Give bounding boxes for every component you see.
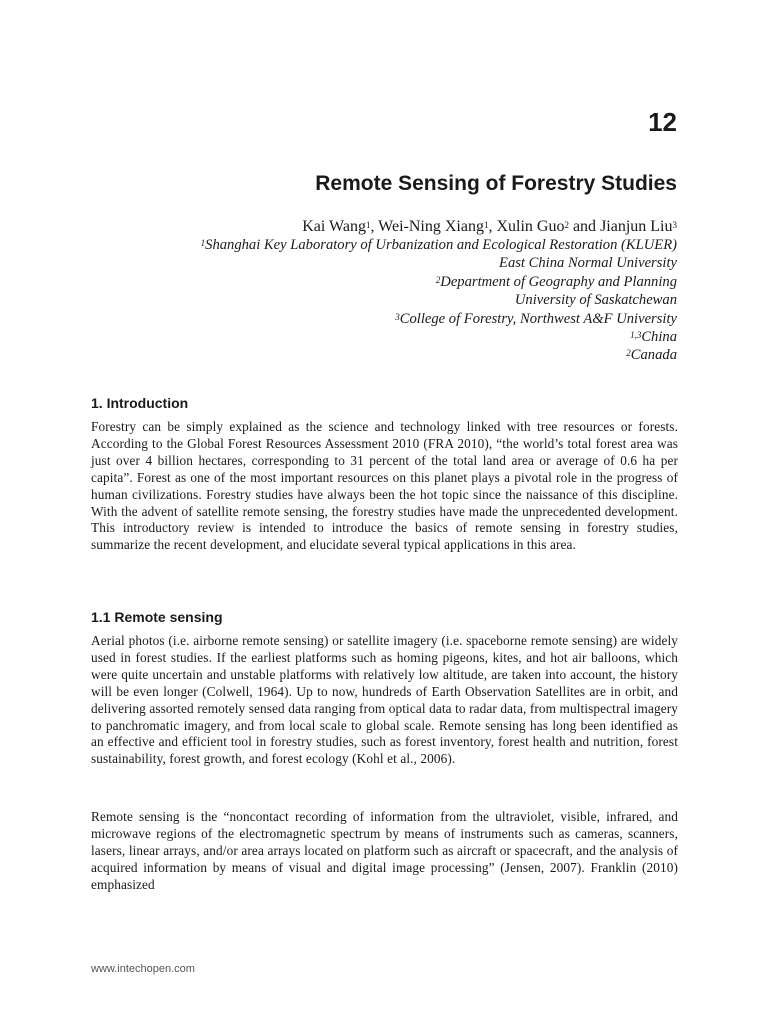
chapter-number: 12: [648, 107, 677, 137]
affiliation-marker: 2: [626, 348, 631, 359]
author-name: Jianjun Liu: [600, 218, 673, 235]
affiliation-text: Shanghai Key Laboratory of Urbanization and Ecological Restoration (KLUER): [205, 237, 677, 253]
affiliation-text: College of Forestry, Northwest A&F University: [399, 310, 677, 327]
affiliation-marker: 1,3: [630, 330, 642, 341]
affiliation-text: China: [641, 329, 677, 346]
affiliation-text: Canada: [630, 347, 677, 364]
affiliation-marker: 3: [395, 311, 400, 322]
section-heading-introduction: 1. Introduction: [91, 395, 189, 411]
author-name: Xulin Guo: [496, 218, 565, 235]
affiliation-text: Department of Geography and Planning: [440, 273, 677, 290]
affiliation-line: [77, 328, 677, 346]
affiliation-marker: 2: [435, 274, 441, 285]
affiliation-text: University of Saskatchewan: [514, 292, 677, 309]
footer-url: www.intechopen.com: [91, 963, 195, 975]
affiliation-line: [77, 236, 677, 254]
author-name: Wei-Ning Xiang: [378, 218, 484, 235]
affiliation-line: [77, 346, 677, 364]
author-affiliation-marker: 1: [365, 220, 371, 230]
affiliation-line: [77, 291, 677, 309]
paragraph-introduction: Forestry can be simply explained as the science and technology linked with tree resources or forests. According to the Global Forest Resources Assessment 2010 (FRA 2010), “the world’s total forest area was just over 4 billion hectares, corresponding to 31 percent of the total land area or average of 0.6 ha per capita”. Forest as one of the most important resources on this planet plays a pivotal role in the progress of human civilizations. Forestry studies have always been the hot topic since the naissance of this discipline. With the advent of satellite remote sensing, the forestry studies have made the unprecedented development. This introductory review is intended to introduce the basics of remote sensing in forestry studies, summarize the recent development, and elucidate several typical applications in this area.: [91, 419, 678, 553]
author-affiliation-marker: 1: [483, 220, 489, 230]
author-name: Kai Wang: [302, 218, 366, 235]
section-heading-remote-sensing: 1.1 Remote sensing: [91, 609, 223, 625]
affiliation-marker: 1: [200, 238, 206, 248]
affiliation-text: East China Normal University: [499, 255, 677, 272]
author-separator: and: [568, 218, 601, 235]
affiliation-line: [77, 310, 677, 328]
author-affiliation-marker: 3: [672, 220, 677, 230]
affiliation-list: [77, 236, 677, 365]
author-separator: ,: [370, 218, 379, 235]
author-separator: ,: [488, 218, 497, 235]
affiliation-line: [77, 254, 677, 272]
chapter-title: Remote Sensing of Forestry Studies: [315, 172, 677, 195]
paragraph-remote-sensing-2: Remote sensing is the “noncontact recording of information from the ultraviolet, visible, infrared, and microwave regions of the electromagnetic spectrum by means of instruments such as cameras, scanners, lasers, linear arrays, and/or area arrays located on platform such as aircraft or spacecraft, and the analysis of acquired information by means of visual and digital image processing” (Jensen, 2007). Franklin (2010) emphasized: [91, 809, 678, 892]
paragraph-remote-sensing-1: Aerial photos (i.e. airborne remote sensing) or satellite imagery (i.e. spaceborne remote sensing) are widely used in forest studies. If the earliest platforms such as homing pigeons, kites, and hot air balloons, which were quite uncertain and unstable platforms with relatively low altitude, are taken into account, the history will be even longer (Colwell, 1964). Up to now, hundreds of Earth Observation Satellites are in orbit, and delivering assorted remotely sensed data ranging from optical data to radar data, from multispectral imagery to panchromatic imagery, and from local scale to global scale. Remote sensing has long been identified as an effective and efficient tool in forestry studies, such as forest inventory, forest health and nutrition, forest sustainability, forest growth, and forest ecology (Kohl et al., 2006).: [91, 633, 678, 767]
author-list: [302, 216, 677, 238]
author-affiliation-marker: 2: [564, 220, 569, 230]
affiliation-line: [77, 273, 677, 291]
